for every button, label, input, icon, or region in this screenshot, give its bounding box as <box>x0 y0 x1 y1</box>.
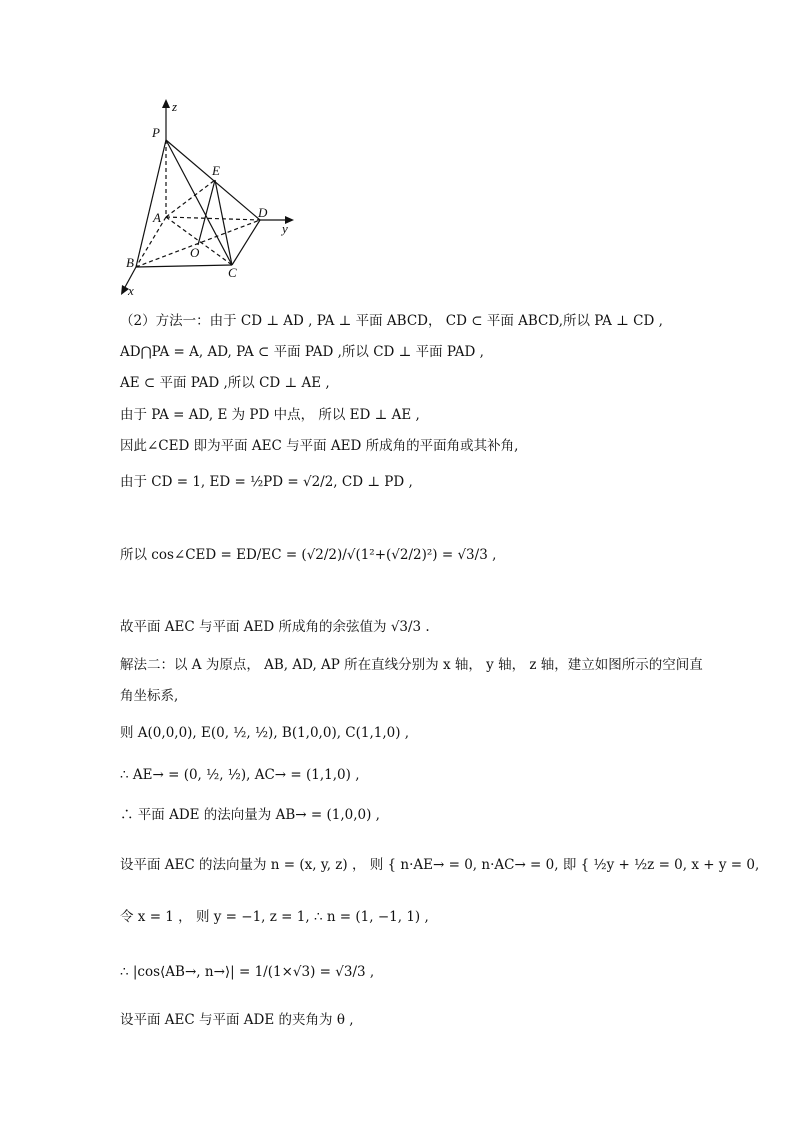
text-line: 设平面 AEC 的法向量为 n = (x, y, z) ， 则 { n·AE→ = 0, n·AC→ = 0, 即 { ½y + ½z = 0, x + y = 0, <box>120 857 760 873</box>
edge-AD <box>166 217 260 220</box>
pyramid-figure <box>110 95 310 305</box>
text-line: 则 A(0,0,0), E(0, ½, ½), B(1,0,0), C(1,1,0) , <box>120 725 410 741</box>
text-line: 设平面 AEC 与平面 ADE 的夹角为 θ , <box>120 1012 354 1028</box>
label-B: B <box>126 255 134 270</box>
text-line: ∴ |cos⟨AB→, n→⟩| = 1/(1×√3) = √3/3 , <box>120 964 375 980</box>
text-line: AE ⊂ 平面 PAD ,所以 CD ⊥ AE , <box>120 375 330 391</box>
edge-PB <box>136 140 166 267</box>
text-line: 令 x = 1 ， 则 y = −1, z = 1, ∴ n = (1, −1, 1) , <box>120 909 429 925</box>
label-y: y <box>282 221 288 236</box>
text-line: 由于 PA = AD, E 为 PD 中点， 所以 ED ⊥ AE , <box>120 407 420 423</box>
edge-BC <box>136 265 232 267</box>
text-line: 故平面 AEC 与平面 AED 所成角的余弦值为 √3/3 . <box>120 619 430 635</box>
text-line: ∴ 平面 ADE 的法向量为 AB→ = (1,0,0) , <box>120 807 380 823</box>
text-line: 角坐标系, <box>120 688 179 704</box>
text-line: 所以 cos∠CED = ED/EC = (√2/2)/√(1²+(√2/2)²) = √3/3 , <box>120 547 497 563</box>
edge-CD <box>232 220 260 265</box>
text-line: ∴ AE→ = (0, ½, ½), AC→ = (1,1,0) , <box>120 767 360 783</box>
label-D: D <box>258 205 268 220</box>
label-C: C <box>228 265 237 280</box>
text-line: （2）方法一：由于 CD ⊥ AD , PA ⊥ 平面 ABCD， CD ⊂ 平面 ABCD,所以 PA ⊥ CD , <box>120 313 663 329</box>
edge-EO <box>198 180 215 245</box>
edge-EC <box>215 180 232 265</box>
text-line: 解法二：以 A 为原点， AB, AD, AP 所在直线分别为 x 轴， y 轴， z 轴，建立如图所示的空间直 <box>120 657 703 673</box>
text-line: AD⋂PA = A, AD, PA ⊂ 平面 PAD ,所以 CD ⊥ 平面 PAD , <box>120 344 484 360</box>
label-O: O <box>190 245 200 260</box>
label-x: x <box>128 283 134 298</box>
z-arrow-icon <box>162 99 170 108</box>
edge-PD <box>166 140 260 220</box>
text-line: 由于 CD = 1, ED = ½PD = √2/2, CD ⊥ PD , <box>120 474 413 490</box>
label-E: E <box>212 163 220 178</box>
label-P: P <box>152 125 160 140</box>
edge-AB <box>136 217 166 267</box>
label-A: A <box>153 210 161 225</box>
text-line: 因此∠CED 即为平面 AEC 与平面 AED 所成角的平面角或其补角, <box>120 438 519 454</box>
label-z: z <box>172 99 178 114</box>
